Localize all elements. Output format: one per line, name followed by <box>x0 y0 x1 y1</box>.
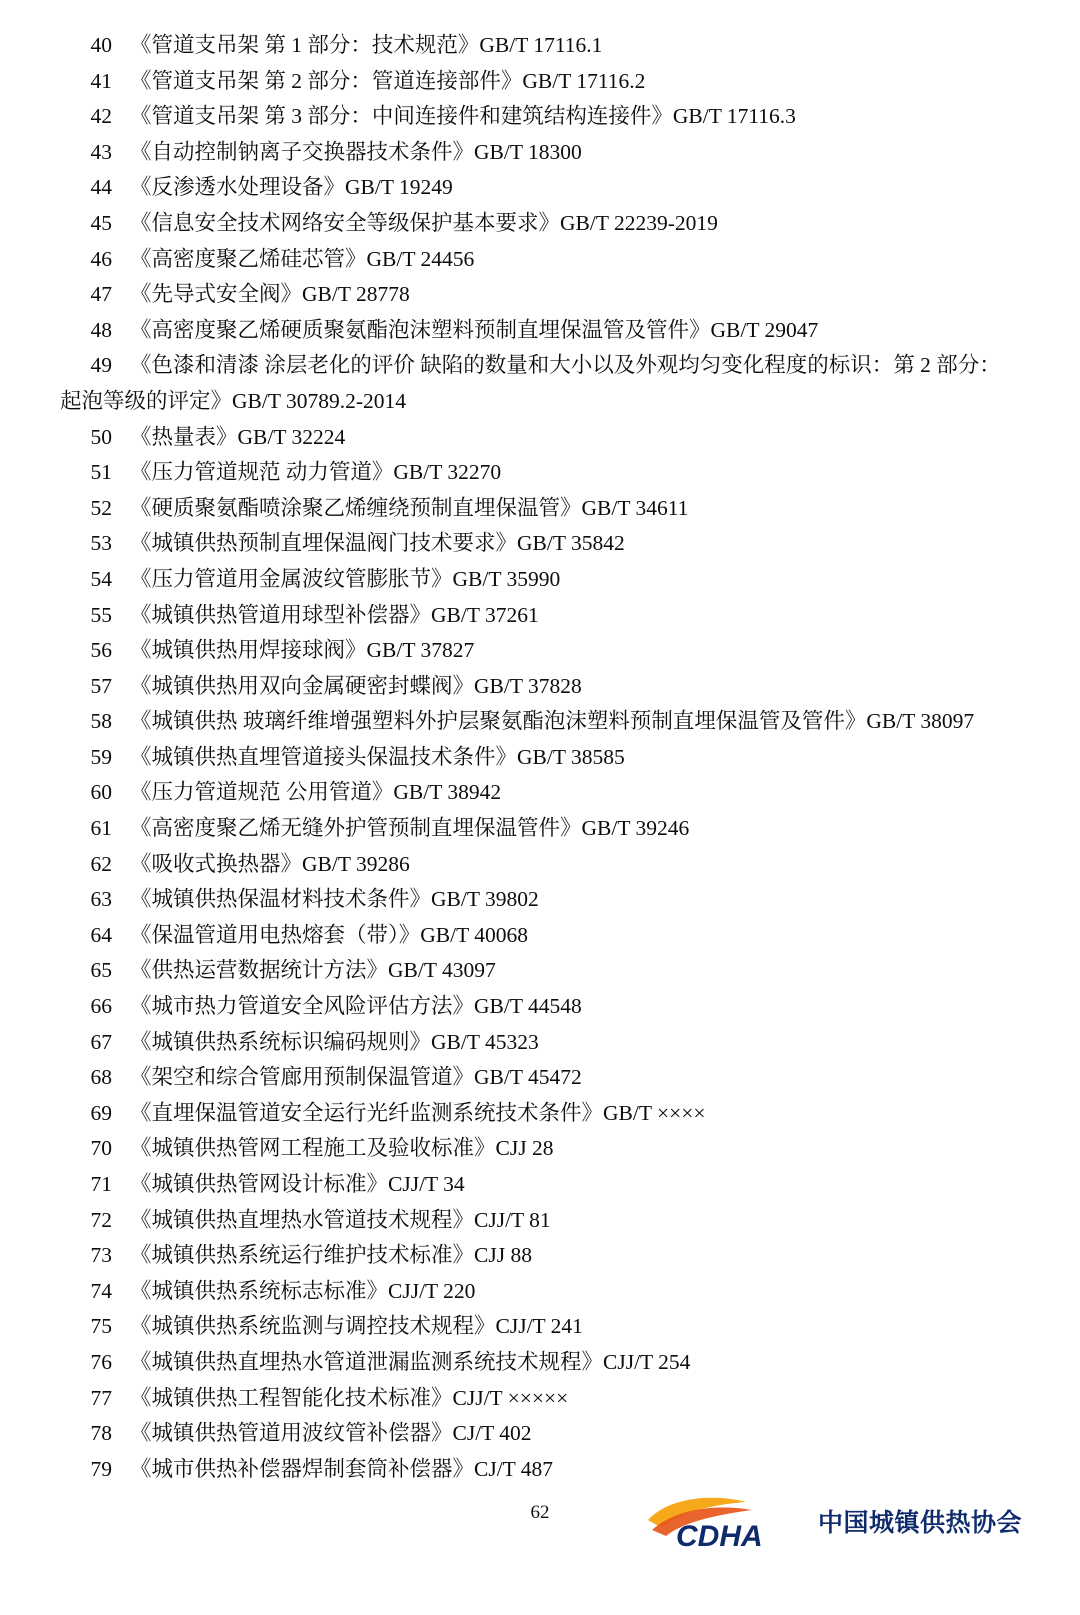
entry-title: 《供热运营数据统计方法》GB/T 43097 <box>130 958 496 983</box>
standard-entry <box>60 1416 1020 1452</box>
entry-number: 62 <box>90 851 112 876</box>
standard-entry <box>60 348 1020 419</box>
entry-title: 《城镇供热直埋管道接头保温技术条件》GB/T 38585 <box>130 744 625 769</box>
entry-number: 66 <box>90 994 112 1019</box>
standard-entry <box>60 313 1020 349</box>
standard-entry <box>60 1238 1020 1274</box>
entry-number: 48 <box>90 317 112 342</box>
standard-entry <box>60 1381 1020 1417</box>
standards-list <box>60 28 1020 1487</box>
entry-title: 《城镇供热系统标志标准》CJJ/T 220 <box>130 1278 476 1303</box>
entry-number: 47 <box>90 282 112 307</box>
standard-entry <box>60 669 1020 705</box>
entry-number: 71 <box>90 1172 112 1196</box>
entry-title: 《先导式安全阀》GB/T 28778 <box>130 282 410 307</box>
entry-title: 《城镇供热系统标识编码规则》GB/T 45323 <box>130 1029 539 1054</box>
entry-title: 《压力管道规范 动力管道》GB/T 32270 <box>130 460 502 485</box>
standard-entry <box>60 882 1020 918</box>
entry-number: 43 <box>90 139 112 164</box>
entry-number: 53 <box>90 531 112 556</box>
entry-title: 《管道支吊架 第 1 部分：技术规范》GB/T 17116.1 <box>130 33 603 57</box>
entry-number: 75 <box>90 1314 112 1339</box>
entry-title: 《城镇供热直埋热水管道泄漏监测系统技术规程》CJJ/T 254 <box>130 1349 691 1374</box>
entry-number: 44 <box>90 175 112 200</box>
entry-title: 《城镇供热管道用波纹管补偿器》CJ/T 402 <box>130 1421 532 1446</box>
entry-title: 《城镇供热工程智能化技术标准》CJJ/T ××××× <box>130 1385 569 1410</box>
entry-title: 《城镇供热保温材料技术条件》GB/T 39802 <box>130 887 539 912</box>
entry-title: 《自动控制钠离子交换器技术条件》GB/T 18300 <box>130 139 582 164</box>
entry-number: 58 <box>90 709 112 734</box>
standard-entry <box>60 1167 1020 1203</box>
entry-title: 《高密度聚乙烯硅芯管》GB/T 24456 <box>130 246 475 271</box>
standard-entry <box>60 953 1020 989</box>
standard-entry <box>60 562 1020 598</box>
entry-title: 《城市热力管道安全风险评估方法》GB/T 44548 <box>130 994 582 1019</box>
entry-title: 《管道支吊架 第 2 部分：管道连接部件》GB/T 17116.2 <box>130 68 646 93</box>
standard-entry <box>60 1345 1020 1381</box>
standard-entry <box>60 1309 1020 1345</box>
standard-entry <box>60 99 1020 135</box>
entry-number: 49 <box>90 353 112 378</box>
entry-title: 《城镇供热管道用球型补偿器》GB/T 37261 <box>130 602 539 627</box>
standard-entry <box>60 1131 1020 1167</box>
entry-number: 64 <box>90 922 112 947</box>
organization-logo <box>642 1490 1022 1552</box>
entry-title: 《吸收式换热器》GB/T 39286 <box>130 851 410 876</box>
standard-entry <box>60 633 1020 669</box>
standard-entry <box>60 775 1020 811</box>
entry-number: 59 <box>90 744 112 769</box>
entry-title: 《城镇供热用双向金属硬密封蝶阀》GB/T 37828 <box>130 673 582 698</box>
entry-title: 《色漆和清漆 涂层老化的评价 缺陷的数量和大小以及外观均匀变化程度的标识：第 2 部分：起泡等级的评定》GB/T 30789.2-2014 <box>60 353 1001 413</box>
entry-title: 《反渗透水处理设备》GB/T 19249 <box>130 175 453 200</box>
standard-entry <box>60 206 1020 242</box>
entry-number: 54 <box>90 566 112 591</box>
standard-entry <box>60 1096 1020 1132</box>
standard-entry <box>60 242 1020 278</box>
entry-title: 《城镇供热系统监测与调控技术规程》CJJ/T 241 <box>130 1314 583 1339</box>
standard-entry <box>60 64 1020 100</box>
standard-entry <box>60 989 1020 1025</box>
entry-number: 55 <box>90 602 112 627</box>
entry-title: 《高密度聚乙烯硬质聚氨酯泡沫塑料预制直埋保温管及管件》GB/T 29047 <box>130 317 819 342</box>
entry-number: 40 <box>90 33 112 57</box>
entry-title: 《高密度聚乙烯无缝外护管预制直埋保温管件》GB/T 39246 <box>130 816 690 841</box>
standard-entry <box>60 455 1020 491</box>
entry-title: 《城镇供热管网设计标准》CJJ/T 34 <box>130 1172 465 1196</box>
entry-number: 69 <box>90 1100 112 1125</box>
entry-number: 73 <box>90 1243 112 1268</box>
standard-entry <box>60 740 1020 776</box>
standard-entry <box>60 918 1020 954</box>
standard-entry <box>60 1060 1020 1096</box>
entry-number: 74 <box>90 1278 112 1303</box>
standard-entry <box>60 170 1020 206</box>
standard-entry <box>60 1452 1020 1488</box>
standard-entry <box>60 420 1020 456</box>
standard-entry <box>60 526 1020 562</box>
entry-title: 《管道支吊架 第 3 部分：中间连接件和建筑结构连接件》GB/T 17116.3 <box>130 104 796 129</box>
entry-number: 42 <box>90 104 112 129</box>
entry-title: 《压力管道用金属波纹管膨胀节》GB/T 35990 <box>130 566 561 591</box>
entry-number: 46 <box>90 246 112 271</box>
standard-entry <box>60 1274 1020 1310</box>
entry-number: 51 <box>90 460 112 485</box>
standard-entry <box>60 28 1020 64</box>
svg-text:CDHA: CDHA <box>675 1520 763 1552</box>
entry-title: 《城市供热补偿器焊制套筒补偿器》CJ/T 487 <box>130 1456 554 1481</box>
page-number: 62 <box>530 1502 550 1523</box>
entry-title: 《保温管道用电热熔套（带）》GB/T 40068 <box>130 922 528 947</box>
entry-title: 《直埋保温管道安全运行光纤监测系统技术条件》GB/T ×××× <box>130 1100 706 1125</box>
entry-number: 70 <box>90 1136 112 1161</box>
standard-entry <box>60 847 1020 883</box>
entry-number: 78 <box>90 1421 112 1446</box>
entry-number: 72 <box>90 1207 112 1232</box>
entry-number: 60 <box>90 780 112 805</box>
standard-entry <box>60 598 1020 634</box>
entry-title: 《城镇供热直埋热水管道技术规程》CJJ/T 81 <box>130 1207 551 1232</box>
entry-title: 《硬质聚氨酯喷涂聚乙烯缠绕预制直埋保温管》GB/T 34611 <box>130 495 689 520</box>
organization-name: 中国城镇供热协会 <box>817 1509 1022 1537</box>
entry-number: 65 <box>90 958 112 983</box>
standard-entry <box>60 811 1020 847</box>
entry-title: 《压力管道规范 公用管道》GB/T 38942 <box>130 780 502 805</box>
entry-title: 《城镇供热系统运行维护技术标准》CJJ 88 <box>130 1243 532 1268</box>
entry-number: 76 <box>90 1349 112 1374</box>
entry-number: 61 <box>90 816 112 841</box>
entry-number: 50 <box>90 424 112 449</box>
entry-number: 52 <box>90 495 112 520</box>
entry-title: 《城镇供热用焊接球阀》GB/T 37827 <box>130 638 475 663</box>
entry-number: 56 <box>90 638 112 663</box>
standard-entry <box>60 491 1020 527</box>
entry-number: 57 <box>90 673 112 698</box>
entry-title: 《城镇供热管网工程施工及验收标准》CJJ 28 <box>130 1136 554 1161</box>
entry-number: 79 <box>90 1456 112 1481</box>
entry-number: 45 <box>90 210 112 235</box>
entry-number: 77 <box>90 1385 112 1410</box>
cdha-logo-icon <box>642 1490 810 1552</box>
entry-number: 63 <box>90 887 112 912</box>
entry-number: 41 <box>90 68 112 93</box>
entry-title: 《信息安全技术网络安全等级保护基本要求》GB/T 22239-2019 <box>130 210 718 235</box>
standard-entry <box>60 704 1020 740</box>
entry-title: 《城镇供热 玻璃纤维增强塑料外护层聚氨酯泡沫塑料预制直埋保温管及管件》GB/T 38097 <box>130 709 975 734</box>
standard-entry <box>60 277 1020 313</box>
entry-title: 《架空和综合管廊用预制保温管道》GB/T 45472 <box>130 1065 582 1090</box>
standard-entry <box>60 1025 1020 1061</box>
entry-title: 《热量表》GB/T 32224 <box>130 424 346 449</box>
standard-entry <box>60 1203 1020 1239</box>
entry-number: 68 <box>90 1065 112 1090</box>
standard-entry <box>60 135 1020 171</box>
entry-title: 《城镇供热预制直埋保温阀门技术要求》GB/T 35842 <box>130 531 625 556</box>
entry-number: 67 <box>90 1029 112 1054</box>
